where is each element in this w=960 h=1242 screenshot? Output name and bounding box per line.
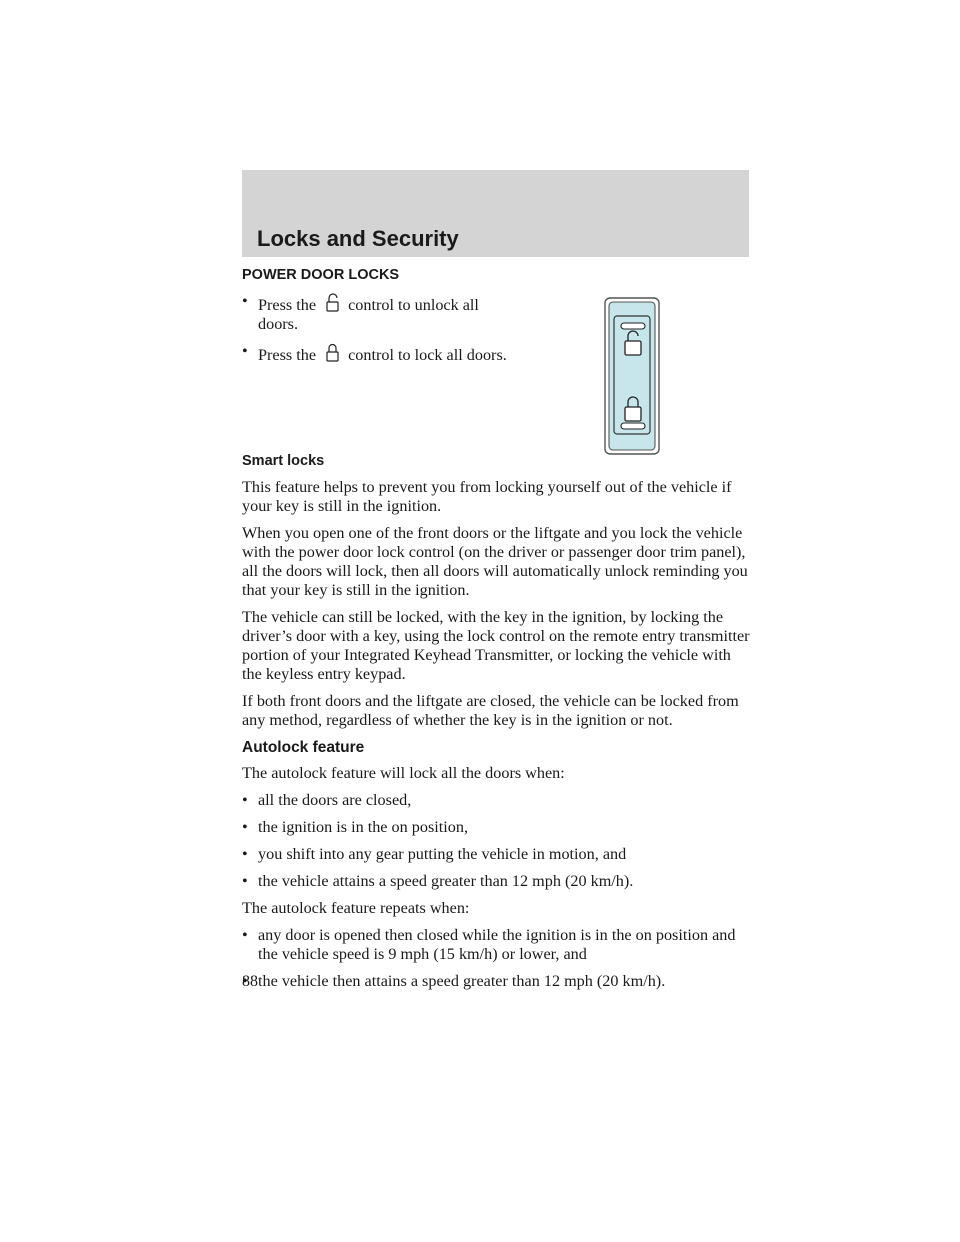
smart-locks-paragraph: When you open one of the front doors or the liftgate and you lock the vehicle with the power door lock control (on the driver or passenger door trim panel), all the doors will lock, then all doors will automatically unlock reminding you that your key is still in the ignition. — [242, 524, 748, 599]
smart-locks-paragraph: The vehicle can still be locked, with the key in the ignition, by locking the driver’s door with a key, using the lock control on the remote entry transmitter portion of your Integrated Keyhead Transmitter, or locking the vehicle with the keyless entry keypad. — [242, 608, 750, 683]
autolock-repeat-list — [242, 926, 752, 991]
power-lock-list — [242, 292, 512, 365]
page-number: 88 — [242, 973, 258, 990]
lock-icon — [321, 342, 343, 362]
list-item: • the ignition is in the on position, — [242, 818, 752, 837]
list-item: • you shift into any gear putting the vehicle in motion, and — [242, 845, 752, 864]
list-item: • any door is opened then closed while the ignition is in the on position and the vehicle speed is 9 mph (15 km/h) or lower, and — [242, 926, 752, 964]
autolock-conditions-list — [242, 791, 752, 891]
smart-locks-paragraph: If both front doors and the liftgate are closed, the vehicle can be locked from any method, regardless of whether the key is in the ignition or not. — [242, 692, 739, 729]
smart-locks-heading: Smart locks — [242, 453, 325, 469]
list-item: • the vehicle then attains a speed greater than 12 mph (20 km/h). — [242, 972, 752, 991]
autolock-intro: The autolock feature will lock all the doors when: — [242, 764, 565, 782]
list-item: • Press the control to lock all doors. — [242, 342, 512, 365]
autolock-repeat-intro: The autolock feature repeats when: — [242, 899, 470, 917]
list-item: • Press the control to unlock all doors. — [242, 292, 512, 334]
list-item: • the vehicle attains a speed greater than 12 mph (20 km/h). — [242, 872, 752, 891]
page-content — [242, 266, 752, 999]
section-title: Locks and Security — [257, 226, 459, 251]
power-door-locks-heading: POWER DOOR LOCKS — [242, 267, 400, 283]
smart-locks-paragraph: This feature helps to prevent you from locking yourself out of the vehicle if your key is still in the ignition. — [242, 478, 732, 515]
unlock-icon — [321, 292, 343, 312]
autolock-heading: Autolock feature — [242, 739, 365, 756]
list-item: • all the doors are closed, — [242, 791, 752, 810]
section-header-band — [242, 170, 749, 257]
